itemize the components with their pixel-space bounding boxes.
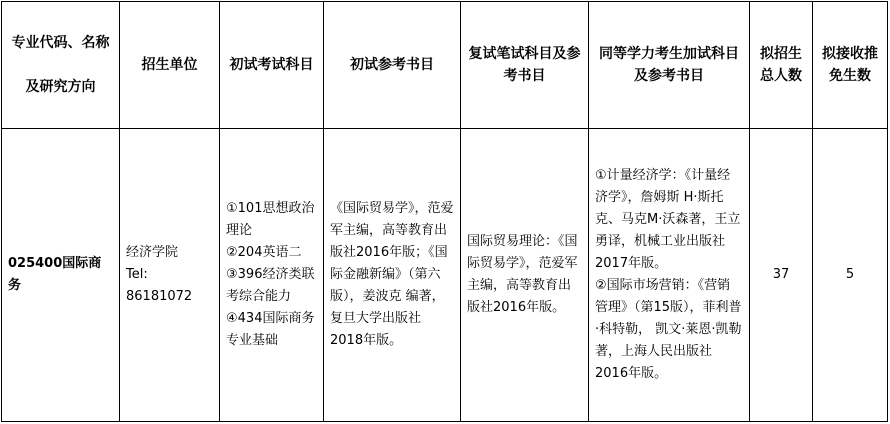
unit-cell: 经济学院 Tel: 86181072 [120,129,220,422]
header-exam-subjects: 初试考试科目 [220,2,324,129]
header-plan-total: 拟招生总人数 [750,2,813,129]
exam-subjects-cell: ①101思想政治理论 ②204英语二 ③396经济类联考综合能力 ④434国际商务专业基础 [220,129,324,422]
exam-books-cell: 《国际贸易学》，范爱军主编，高等教育出版社2016年版；《国际金融新编》（第六版），姜波克 编著，复旦大学出版社2018年版。 [324,129,461,422]
header-row [2,2,888,129]
header-exam-books: 初试参考书目 [324,2,461,129]
header-exempt: 拟接收推免生数 [813,2,888,129]
plan-total-cell: 37 [750,129,813,422]
header-equivalent: 同等学力考生加试科目及参考书目 [589,2,750,129]
admission-table [1,1,888,422]
exempt-cell: 5 [813,129,888,422]
header-major: 专业代码、名称 及研究方向 [2,2,120,129]
table-row [2,129,888,422]
major-cell: 025400国际商务 [2,129,120,422]
retest-cell: 国际贸易理论：《国际贸易学》，范爱军主编，高等教育出版社2016年版。 [461,129,589,422]
header-retest: 复试笔试科目及参考书目 [461,2,589,129]
equivalent-cell: ①计量经济学：《计量经济学》，詹姆斯 H·斯托克、马克M·沃森著，王立勇译，机械工业出版社2017年版。 ②国际市场营销：《营销管理》（第15版），菲利普·科特勒， 凯文·莱恩·凯勒著，上海人民出版社2016年版。 [589,129,750,422]
header-unit: 招生单位 [120,2,220,129]
